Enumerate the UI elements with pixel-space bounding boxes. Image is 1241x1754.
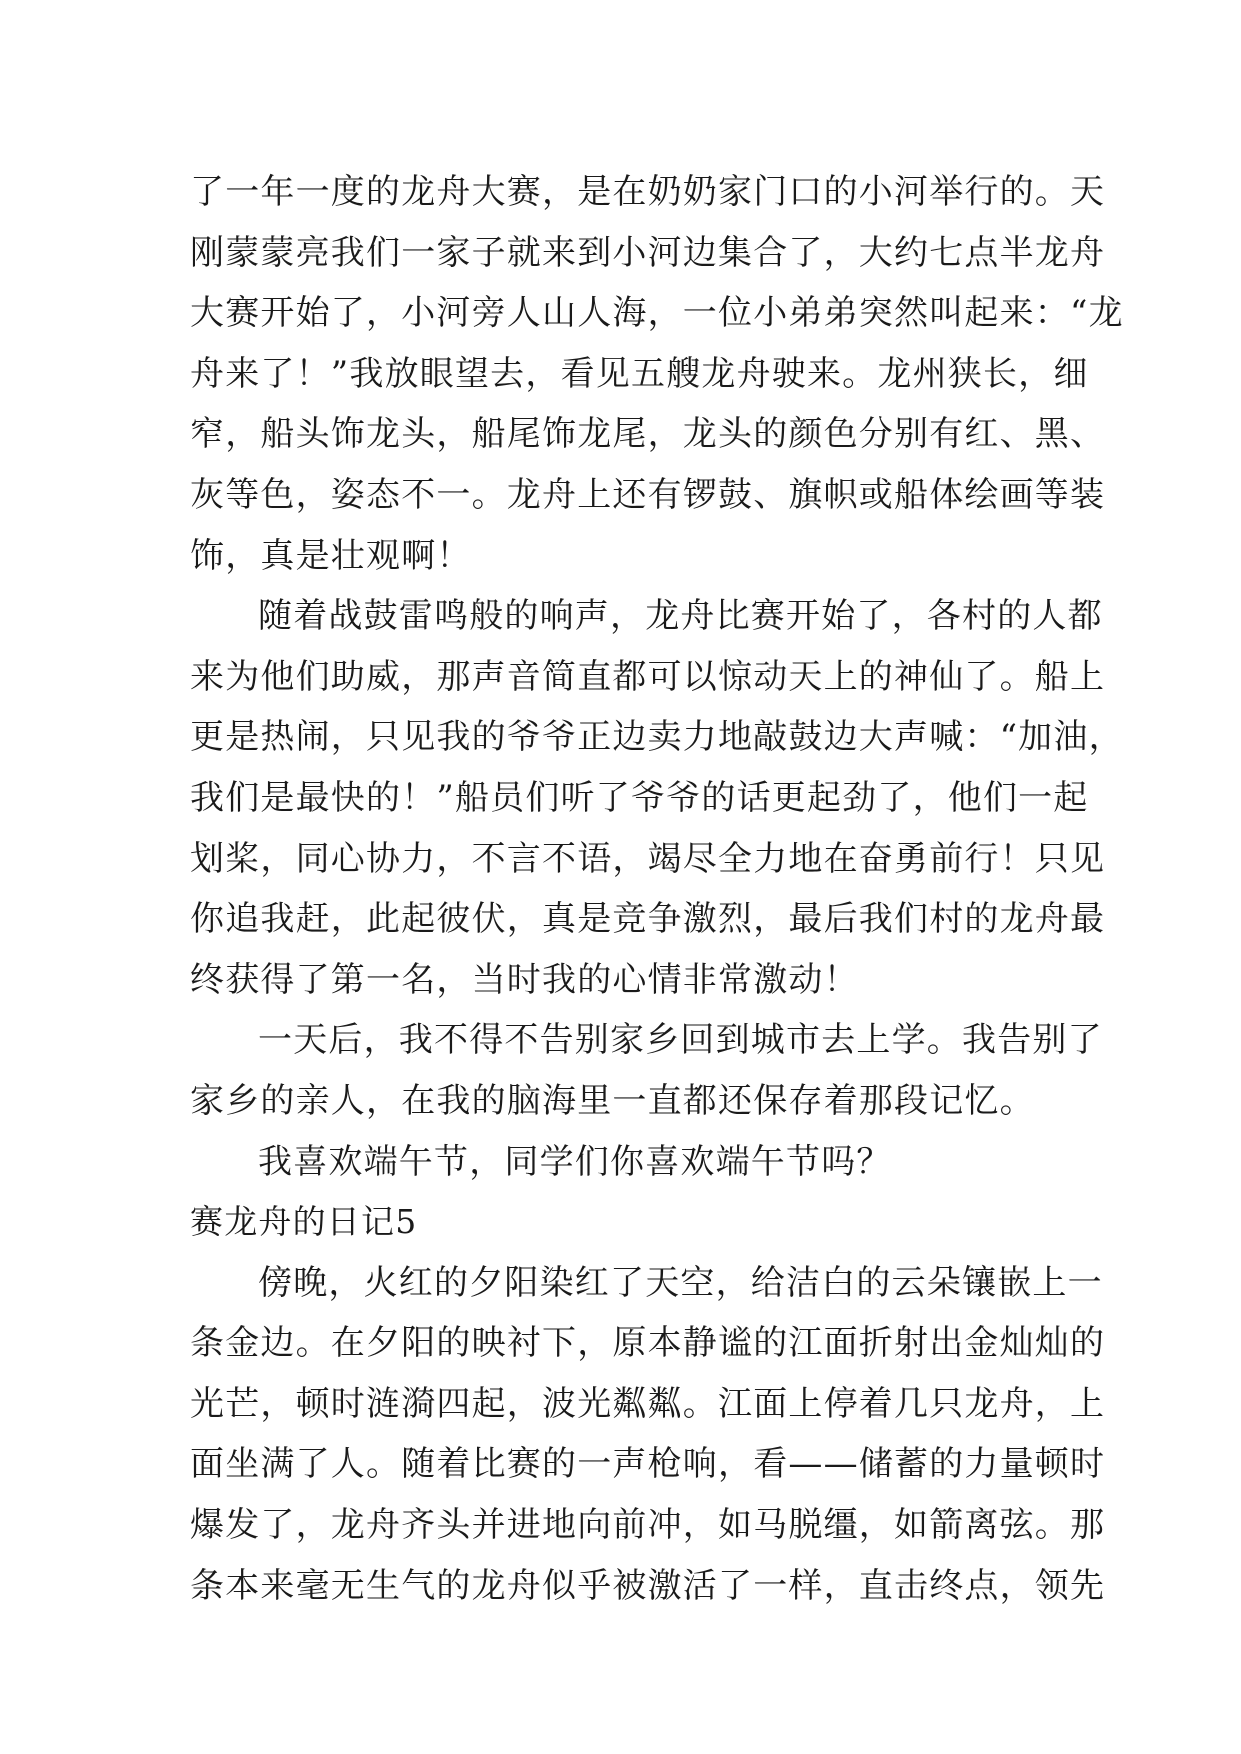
text-line: 了一年一度的龙舟大赛，是在奶奶家门口的小河举行的。天 <box>190 172 1106 212</box>
text-line: 条本来毫无生气的龙舟似乎被激活了一样，直击终点，领先 <box>190 1565 1106 1606</box>
text-line: 傍晚，火红的夕阳染红了天空，给洁白的云朵镶嵌上一 <box>258 1262 1103 1303</box>
text-line: 我喜欢端午节，同学们你喜欢端午节吗？ <box>258 1141 892 1182</box>
text-line: 灰等色，姿态不一。龙舟上还有锣鼓、旗帜或船体绘画等装 <box>190 474 1106 515</box>
text-line: 终获得了第一名，当时我的心情非常激动！ <box>190 959 859 1000</box>
text-line: 大赛开始了，小河旁人山人海，一位小弟弟突然叫起来：“龙 <box>190 293 1124 334</box>
text-line: 舟来了！”我放眼望去，看见五艘龙舟驶来。龙州狭长，细 <box>190 353 1089 394</box>
text-line: 条金边。在夕阳的映衬下，原本静谧的江面折射出金灿灿的 <box>190 1323 1106 1364</box>
text-line: 家乡的亲人，在我的脑海里一直都还保存着那段记忆。 <box>190 1080 1035 1121</box>
paragraph <box>190 1132 1070 1193</box>
paragraph <box>190 1010 1103 1131</box>
paragraph <box>190 162 1124 586</box>
text-line: 一天后，我不得不告别家乡回到城市去上学。我告别了 <box>258 1020 1103 1061</box>
text-line: 饰，真是壮观啊！ <box>190 535 472 576</box>
document-body <box>190 162 1124 1616</box>
text-line: 划桨，同心协力，不言不语，竭尽全力地在奋勇前行！只见 <box>190 838 1106 879</box>
text-line: 我们是最快的！”船员们听了爷爷的话更起劲了，他们一起 <box>190 777 1089 818</box>
text-line: 随着战鼓雷鸣般的响声，龙舟比赛开始了，各村的人都 <box>258 596 1103 637</box>
text-line: 窄，船头饰龙头，船尾饰龙尾，龙头的颜色分别有红、黑、 <box>190 414 1106 455</box>
text-line: 刚蒙蒙亮我们一家子就来到小河边集合了，大约七点半龙舟 <box>190 232 1106 273</box>
heading-text: 赛龙舟的日记5 <box>190 1202 418 1242</box>
text-line: 面坐满了人。随着比赛的一声枪响，看——储蓄的力量顿时 <box>190 1444 1106 1485</box>
text-line: 更是热闹，只见我的爷爷正边卖力地敲鼓边大声喊：“加油， <box>190 717 1124 758</box>
text-line: 来为他们助威，那声音简直都可以惊动天上的神仙了。船上 <box>190 656 1106 697</box>
text-line: 爆发了，龙舟齐头并进地向前冲，如马脱缰，如箭离弦。那 <box>190 1505 1106 1546</box>
paragraph <box>190 586 1124 1010</box>
text-line: 你追我赶，此起彼伏，真是竞争激烈，最后我们村的龙舟最 <box>190 899 1106 940</box>
section-heading <box>190 1192 1070 1253</box>
paragraph <box>190 1253 1106 1617</box>
text-line: 光芒，顿时涟漪四起，波光粼粼。江面上停着几只龙舟，上 <box>190 1383 1106 1424</box>
